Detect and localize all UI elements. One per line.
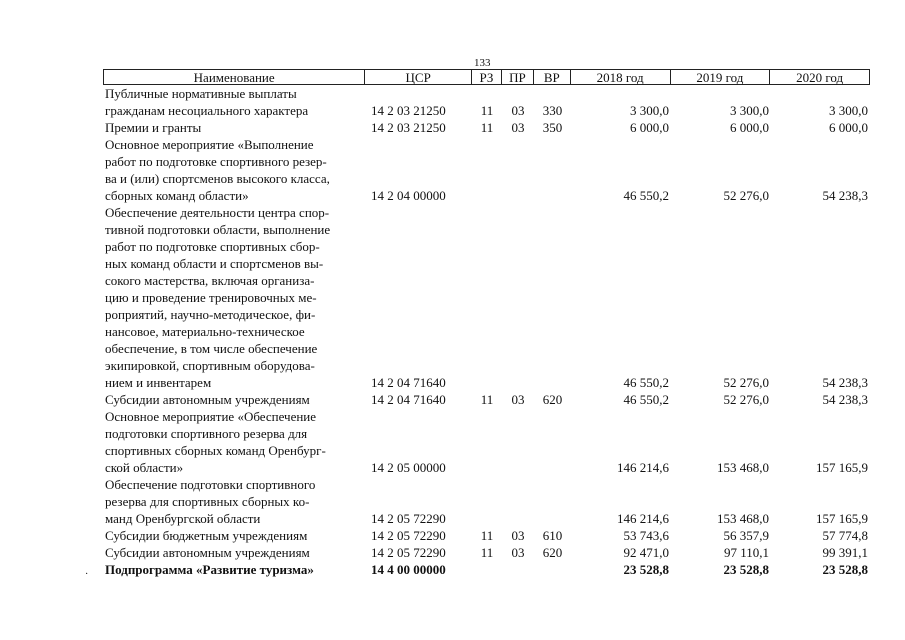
row-name-line: сборных команд области» <box>105 188 249 203</box>
row-name-line: цию и проведение тренировочных ме- <box>105 290 317 305</box>
row-name <box>103 408 365 476</box>
row-name <box>103 544 365 561</box>
row-name-line: Субсидии автономным учреждениям <box>105 392 310 407</box>
row-2019: 3 300,0 <box>730 103 769 118</box>
row-csr: 14 2 05 72290 <box>371 528 446 543</box>
table-row <box>103 561 870 578</box>
table-body <box>103 85 870 578</box>
row-name-line: ных команд области и спортсменов вы- <box>105 256 324 271</box>
row-2019: 97 110,1 <box>723 545 769 560</box>
row-rz: 11 <box>480 103 494 118</box>
row-name-line: сокого мастерства, включая организа- <box>105 273 315 288</box>
row-2018: 146 214,6 <box>617 460 669 475</box>
row-csr: 14 2 04 00000 <box>371 188 446 203</box>
row-name-line: работ по подготовке спортивных сбор- <box>105 239 320 254</box>
table-row <box>103 408 870 476</box>
row-name-line: работ по подготовке спортивного резер- <box>105 154 327 169</box>
table-row <box>103 204 870 391</box>
row-vr <box>534 136 571 204</box>
header-vr: ВР <box>534 70 571 84</box>
row-name-line: ва и (или) спортсменов высокого класса, <box>105 171 330 186</box>
row-pr: 03 <box>511 103 525 118</box>
page-number: 133 <box>474 57 491 69</box>
row-vr <box>534 476 571 527</box>
row-2018: 92 471,0 <box>623 545 669 560</box>
table-row <box>103 119 870 136</box>
row-vr: 350 <box>542 120 563 135</box>
row-2018: 146 214,6 <box>617 511 669 526</box>
row-name-line: ской области» <box>105 460 184 475</box>
row-csr: 14 2 05 00000 <box>371 460 446 475</box>
row-name-line: экипировкой, спортивным оборудова- <box>105 358 315 373</box>
table-row <box>103 136 870 204</box>
row-name-line: Основное мероприятие «Выполнение <box>105 137 314 152</box>
row-pr <box>502 476 534 527</box>
row-vr: 330 <box>542 103 563 118</box>
row-2020: 157 165,9 <box>816 511 868 526</box>
row-name-line: Субсидии автономным учреждениям <box>105 545 310 560</box>
row-2018: 46 550,2 <box>623 375 669 390</box>
row-pr: 03 <box>511 392 525 407</box>
row-2020: 54 238,3 <box>822 375 868 390</box>
header-name: Наименование <box>104 70 365 84</box>
row-2019: 52 276,0 <box>723 392 769 407</box>
header-2020: 2020 год <box>796 70 844 85</box>
row-2020: 3 300,0 <box>829 103 868 118</box>
row-name-line: Обеспечение деятельности центра спор- <box>105 205 330 220</box>
row-name <box>103 391 365 408</box>
row-2018: 6 000,0 <box>630 120 669 135</box>
row-name-line: Подпрограмма «Развитие туризма» <box>105 562 314 577</box>
row-pr <box>502 136 534 204</box>
row-name <box>103 527 365 544</box>
row-2020: 99 391,1 <box>822 545 868 560</box>
row-csr: 14 4 00 00000 <box>371 562 446 577</box>
row-2020: 54 238,3 <box>822 188 868 203</box>
row-2019: 153 468,0 <box>717 511 769 526</box>
table-row <box>103 391 870 408</box>
row-csr: 14 2 05 72290 <box>371 545 446 560</box>
row-name-line: гражданам несоциального характера <box>105 103 309 118</box>
row-vr: 620 <box>542 392 563 407</box>
row-rz <box>472 408 502 476</box>
row-pr: 03 <box>511 120 525 135</box>
row-csr: 14 2 03 21250 <box>371 120 446 135</box>
row-2019: 52 276,0 <box>723 375 769 390</box>
row-2018: 53 743,6 <box>623 528 669 543</box>
row-name-line: Премии и гранты <box>105 120 202 135</box>
row-pr <box>502 204 534 391</box>
row-csr: 14 2 03 21250 <box>371 103 446 118</box>
row-rz: 11 <box>480 120 494 135</box>
row-rz <box>472 561 502 578</box>
row-vr <box>534 408 571 476</box>
row-name-line: спортивных сборных команд Оренбург- <box>105 443 326 458</box>
row-2018: 46 550,2 <box>623 188 669 203</box>
row-pr <box>502 408 534 476</box>
row-name <box>103 85 365 119</box>
row-2020: 54 238,3 <box>822 392 868 407</box>
row-2018: 46 550,2 <box>623 392 669 407</box>
row-csr: 14 2 05 72290 <box>371 511 446 526</box>
row-2019: 153 468,0 <box>717 460 769 475</box>
row-2018: 23 528,8 <box>623 562 669 577</box>
row-name-line: тивной подготовки области, выполнение <box>105 222 331 237</box>
row-name-line: Публичные нормативные выплаты <box>105 86 297 101</box>
row-name-line: роприятий, научно-методическое, фи- <box>105 307 316 322</box>
margin-dot: · <box>85 569 89 580</box>
row-vr: 620 <box>542 545 563 560</box>
row-2019: 52 276,0 <box>723 188 769 203</box>
row-name-line: нием и инвентарем <box>105 375 212 390</box>
row-2018: 3 300,0 <box>630 103 669 118</box>
row-name-line: манд Оренбургской области <box>105 511 261 526</box>
row-rz: 11 <box>480 545 494 560</box>
row-rz <box>472 136 502 204</box>
table-row <box>103 85 870 119</box>
row-name-line: Обеспечение подготовки спортивного <box>105 477 316 492</box>
row-2019: 23 528,8 <box>723 562 769 577</box>
budget-table <box>103 69 870 578</box>
row-name <box>103 561 365 578</box>
table-row <box>103 476 870 527</box>
header-rz: РЗ <box>472 70 502 84</box>
row-rz <box>472 476 502 527</box>
row-name <box>103 204 365 391</box>
row-rz: 11 <box>480 528 494 543</box>
row-2020: 6 000,0 <box>829 120 868 135</box>
header-csr: ЦСР <box>365 70 472 84</box>
row-name-line: Основное мероприятие «Обеспечение <box>105 409 317 424</box>
row-name <box>103 119 365 136</box>
row-2020: 57 774,8 <box>822 528 868 543</box>
row-2020: 23 528,8 <box>822 562 868 577</box>
row-name-line: резерва для спортивных сборных ко- <box>105 494 310 509</box>
row-pr: 03 <box>511 528 525 543</box>
row-name-line: подготовки спортивного резерва для <box>105 426 308 441</box>
row-rz: 11 <box>480 392 494 407</box>
row-csr: 14 2 04 71640 <box>371 392 446 407</box>
row-pr: 03 <box>511 545 525 560</box>
row-name <box>103 136 365 204</box>
row-2020: 157 165,9 <box>816 460 868 475</box>
row-name-line: Субсидии бюджетным учреждениям <box>105 528 308 543</box>
row-csr: 14 2 04 71640 <box>371 375 446 390</box>
header-pr: ПР <box>502 70 534 84</box>
row-name <box>103 476 365 527</box>
row-vr <box>534 204 571 391</box>
row-vr <box>534 561 571 578</box>
row-name-line: обеспечение, в том числе обеспечение <box>105 341 318 356</box>
table-row <box>103 527 870 544</box>
row-pr <box>502 561 534 578</box>
row-2019: 56 357,9 <box>723 528 769 543</box>
row-name-line: нансовое, материально-техническое <box>105 324 305 339</box>
row-2019: 6 000,0 <box>730 120 769 135</box>
table-row <box>103 544 870 561</box>
header-2018: 2018 год <box>571 70 671 84</box>
row-vr: 610 <box>542 528 563 543</box>
row-rz <box>472 204 502 391</box>
header-2019: 2019 год <box>671 70 771 84</box>
table-header <box>103 69 870 85</box>
